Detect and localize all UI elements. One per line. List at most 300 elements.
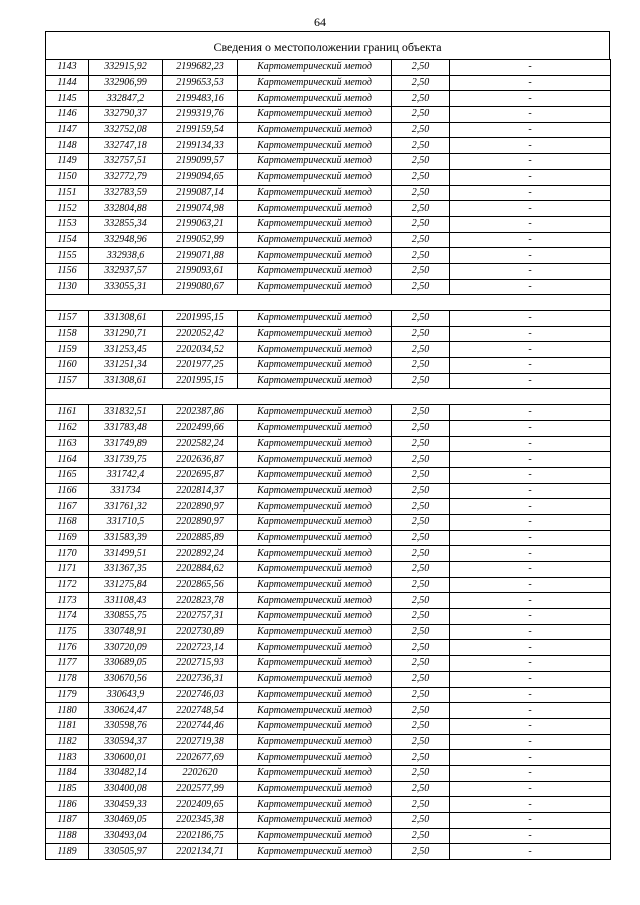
accuracy-cell: 2,50 — [392, 687, 450, 703]
point-number-cell: 1168 — [46, 514, 89, 530]
point-number-cell: 1186 — [46, 797, 89, 813]
coord-x-cell: 333055,31 — [89, 279, 163, 295]
point-number-cell: 1183 — [46, 750, 89, 766]
accuracy-cell: 2,50 — [392, 624, 450, 640]
extra-cell: - — [450, 530, 611, 546]
point-number-cell: 1188 — [46, 828, 89, 844]
table-row — [46, 420, 611, 436]
table-row — [46, 703, 611, 719]
accuracy-cell: 2,50 — [392, 844, 450, 860]
method-cell: Картометрический метод — [238, 91, 392, 107]
coord-x-cell: 331749,89 — [89, 436, 163, 452]
coordinates-table-body — [46, 60, 611, 860]
point-number-cell: 1163 — [46, 436, 89, 452]
extra-cell: - — [450, 828, 611, 844]
accuracy-cell: 2,50 — [392, 373, 450, 389]
table-row — [46, 640, 611, 656]
point-number-cell: 1184 — [46, 765, 89, 781]
accuracy-cell: 2,50 — [392, 765, 450, 781]
coord-y-cell: 2199319,76 — [163, 107, 238, 123]
accuracy-cell: 2,50 — [392, 797, 450, 813]
accuracy-cell: 2,50 — [392, 232, 450, 248]
method-cell: Картометрический метод — [238, 624, 392, 640]
extra-cell: - — [450, 546, 611, 562]
coord-x-cell: 332747,18 — [89, 138, 163, 154]
table-row — [46, 405, 611, 421]
coord-x-cell: 332938,6 — [89, 248, 163, 264]
extra-cell: - — [450, 185, 611, 201]
point-number-cell: 1160 — [46, 358, 89, 374]
method-cell: Картометрический метод — [238, 781, 392, 797]
point-number-cell: 1148 — [46, 138, 89, 154]
table-row — [46, 169, 611, 185]
extra-cell: - — [450, 311, 611, 327]
coord-y-cell: 2202695,87 — [163, 467, 238, 483]
coord-x-cell: 330643,9 — [89, 687, 163, 703]
method-cell: Картометрический метод — [238, 671, 392, 687]
extra-cell: - — [450, 373, 611, 389]
table-row — [46, 656, 611, 672]
accuracy-cell: 2,50 — [392, 781, 450, 797]
coordinates-table — [45, 59, 611, 860]
point-number-cell: 1182 — [46, 734, 89, 750]
method-cell: Картометрический метод — [238, 813, 392, 829]
method-cell: Картометрический метод — [238, 577, 392, 593]
coord-y-cell: 2199063,21 — [163, 216, 238, 232]
extra-cell: - — [450, 765, 611, 781]
point-number-cell: 1144 — [46, 75, 89, 91]
accuracy-cell: 2,50 — [392, 185, 450, 201]
point-number-cell: 1166 — [46, 483, 89, 499]
extra-cell: - — [450, 703, 611, 719]
coord-y-cell: 2202746,03 — [163, 687, 238, 703]
method-cell: Картометрический метод — [238, 546, 392, 562]
point-number-cell: 1180 — [46, 703, 89, 719]
extra-cell: - — [450, 326, 611, 342]
coord-x-cell: 331275,84 — [89, 577, 163, 593]
table-row — [46, 358, 611, 374]
block-separator-row — [46, 389, 611, 405]
accuracy-cell: 2,50 — [392, 640, 450, 656]
table-title: Сведения о местоположении границ объекта — [45, 31, 610, 59]
coord-x-cell: 331308,61 — [89, 373, 163, 389]
coord-y-cell: 2202345,38 — [163, 813, 238, 829]
method-cell: Картометрический метод — [238, 609, 392, 625]
point-number-cell: 1170 — [46, 546, 89, 562]
coord-y-cell: 2199071,88 — [163, 248, 238, 264]
coord-y-cell: 2199134,33 — [163, 138, 238, 154]
accuracy-cell: 2,50 — [392, 358, 450, 374]
coord-x-cell: 330459,33 — [89, 797, 163, 813]
accuracy-cell: 2,50 — [392, 91, 450, 107]
accuracy-cell: 2,50 — [392, 122, 450, 138]
extra-cell: - — [450, 734, 611, 750]
accuracy-cell: 2,50 — [392, 671, 450, 687]
coord-x-cell: 332790,37 — [89, 107, 163, 123]
table-row — [46, 577, 611, 593]
accuracy-cell: 2,50 — [392, 169, 450, 185]
coord-y-cell: 2202814,37 — [163, 483, 238, 499]
point-number-cell: 1159 — [46, 342, 89, 358]
table-row — [46, 107, 611, 123]
coord-x-cell: 331583,39 — [89, 530, 163, 546]
coord-y-cell: 2202582,24 — [163, 436, 238, 452]
table-row — [46, 624, 611, 640]
accuracy-cell: 2,50 — [392, 609, 450, 625]
accuracy-cell: 2,50 — [392, 577, 450, 593]
method-cell: Картометрический метод — [238, 514, 392, 530]
coord-x-cell: 332855,34 — [89, 216, 163, 232]
accuracy-cell: 2,50 — [392, 248, 450, 264]
accuracy-cell: 2,50 — [392, 326, 450, 342]
extra-cell: - — [450, 138, 611, 154]
method-cell: Картометрический метод — [238, 436, 392, 452]
coord-y-cell: 2202677,69 — [163, 750, 238, 766]
point-number-cell: 1176 — [46, 640, 89, 656]
extra-cell: - — [450, 60, 611, 76]
coord-x-cell: 331308,61 — [89, 311, 163, 327]
extra-cell: - — [450, 452, 611, 468]
extra-cell: - — [450, 75, 611, 91]
point-number-cell: 1150 — [46, 169, 89, 185]
accuracy-cell: 2,50 — [392, 75, 450, 91]
accuracy-cell: 2,50 — [392, 483, 450, 499]
block-separator-row — [46, 295, 611, 311]
coord-x-cell: 331734 — [89, 483, 163, 499]
accuracy-cell: 2,50 — [392, 656, 450, 672]
method-cell: Картометрический метод — [238, 703, 392, 719]
extra-cell: - — [450, 154, 611, 170]
accuracy-cell: 2,50 — [392, 279, 450, 295]
coord-y-cell: 2202890,97 — [163, 499, 238, 515]
coord-x-cell: 331832,51 — [89, 405, 163, 421]
coord-y-cell: 2202885,89 — [163, 530, 238, 546]
coord-x-cell: 332783,59 — [89, 185, 163, 201]
extra-cell: - — [450, 687, 611, 703]
coord-y-cell: 2202387,86 — [163, 405, 238, 421]
coord-y-cell: 2202892,24 — [163, 546, 238, 562]
table-row — [46, 813, 611, 829]
coord-x-cell: 331739,75 — [89, 452, 163, 468]
coordinates-table-frame — [45, 31, 610, 860]
method-cell: Картометрический метод — [238, 656, 392, 672]
point-number-cell: 1189 — [46, 844, 89, 860]
accuracy-cell: 2,50 — [392, 828, 450, 844]
method-cell: Картометрический метод — [238, 452, 392, 468]
table-row — [46, 734, 611, 750]
method-cell: Картометрический метод — [238, 797, 392, 813]
extra-cell: - — [450, 562, 611, 578]
method-cell: Картометрический метод — [238, 232, 392, 248]
point-number-cell: 1185 — [46, 781, 89, 797]
accuracy-cell: 2,50 — [392, 311, 450, 327]
point-number-cell: 1156 — [46, 263, 89, 279]
coord-x-cell: 331108,43 — [89, 593, 163, 609]
point-number-cell: 1179 — [46, 687, 89, 703]
method-cell: Картометрический метод — [238, 107, 392, 123]
method-cell: Картометрический метод — [238, 718, 392, 734]
coord-x-cell: 330505,97 — [89, 844, 163, 860]
table-row — [46, 562, 611, 578]
table-row — [46, 499, 611, 515]
table-row — [46, 452, 611, 468]
coord-y-cell: 2199682,23 — [163, 60, 238, 76]
point-number-cell: 1172 — [46, 577, 89, 593]
extra-cell: - — [450, 624, 611, 640]
point-number-cell: 1157 — [46, 311, 89, 327]
table-row — [46, 60, 611, 76]
extra-cell: - — [450, 279, 611, 295]
table-row — [46, 201, 611, 217]
accuracy-cell: 2,50 — [392, 499, 450, 515]
coord-x-cell: 330400,08 — [89, 781, 163, 797]
coord-x-cell: 331761,32 — [89, 499, 163, 515]
coord-y-cell: 2201977,25 — [163, 358, 238, 374]
coord-x-cell: 330598,76 — [89, 718, 163, 734]
point-number-cell: 1151 — [46, 185, 89, 201]
coord-x-cell: 332948,96 — [89, 232, 163, 248]
table-row — [46, 718, 611, 734]
point-number-cell: 1164 — [46, 452, 89, 468]
coord-x-cell: 332906,99 — [89, 75, 163, 91]
table-row — [46, 483, 611, 499]
point-number-cell: 1147 — [46, 122, 89, 138]
accuracy-cell: 2,50 — [392, 562, 450, 578]
table-row — [46, 514, 611, 530]
extra-cell: - — [450, 342, 611, 358]
coord-y-cell: 2202034,52 — [163, 342, 238, 358]
accuracy-cell: 2,50 — [392, 60, 450, 76]
method-cell: Картометрический метод — [238, 122, 392, 138]
coord-x-cell: 330493,04 — [89, 828, 163, 844]
accuracy-cell: 2,50 — [392, 750, 450, 766]
point-number-cell: 1130 — [46, 279, 89, 295]
accuracy-cell: 2,50 — [392, 593, 450, 609]
coord-x-cell: 330748,91 — [89, 624, 163, 640]
accuracy-cell: 2,50 — [392, 405, 450, 421]
method-cell: Картометрический метод — [238, 248, 392, 264]
accuracy-cell: 2,50 — [392, 718, 450, 734]
table-row — [46, 279, 611, 295]
separator-cell — [46, 295, 611, 311]
coord-y-cell: 2202736,31 — [163, 671, 238, 687]
coord-y-cell: 2202884,62 — [163, 562, 238, 578]
table-row — [46, 797, 611, 813]
point-number-cell: 1181 — [46, 718, 89, 734]
accuracy-cell: 2,50 — [392, 514, 450, 530]
point-number-cell: 1145 — [46, 91, 89, 107]
coord-y-cell: 2199093,61 — [163, 263, 238, 279]
coord-y-cell: 2202730,89 — [163, 624, 238, 640]
coord-y-cell: 2202890,97 — [163, 514, 238, 530]
point-number-cell: 1161 — [46, 405, 89, 421]
extra-cell: - — [450, 499, 611, 515]
coord-y-cell: 2199080,67 — [163, 279, 238, 295]
extra-cell: - — [450, 405, 611, 421]
accuracy-cell: 2,50 — [392, 263, 450, 279]
coord-x-cell: 332757,51 — [89, 154, 163, 170]
coord-y-cell: 2202620 — [163, 765, 238, 781]
table-row — [46, 687, 611, 703]
accuracy-cell: 2,50 — [392, 138, 450, 154]
method-cell: Картометрический метод — [238, 483, 392, 499]
coord-x-cell: 332847,2 — [89, 91, 163, 107]
coord-x-cell: 330600,01 — [89, 750, 163, 766]
extra-cell: - — [450, 781, 611, 797]
coord-x-cell: 330855,75 — [89, 609, 163, 625]
extra-cell: - — [450, 640, 611, 656]
coord-x-cell: 331783,48 — [89, 420, 163, 436]
coord-y-cell: 2202577,99 — [163, 781, 238, 797]
coord-y-cell: 2199159,54 — [163, 122, 238, 138]
method-cell: Картометрический метод — [238, 169, 392, 185]
table-row — [46, 138, 611, 154]
coord-x-cell: 330469,05 — [89, 813, 163, 829]
extra-cell: - — [450, 656, 611, 672]
table-row — [46, 263, 611, 279]
extra-cell: - — [450, 122, 611, 138]
point-number-cell: 1175 — [46, 624, 89, 640]
method-cell: Картометрический метод — [238, 640, 392, 656]
accuracy-cell: 2,50 — [392, 452, 450, 468]
coord-y-cell: 2199653,53 — [163, 75, 238, 91]
table-row — [46, 342, 611, 358]
method-cell: Картометрический метод — [238, 828, 392, 844]
method-cell: Картометрический метод — [238, 326, 392, 342]
coord-y-cell: 2202757,31 — [163, 609, 238, 625]
separator-cell — [46, 389, 611, 405]
accuracy-cell: 2,50 — [392, 216, 450, 232]
accuracy-cell: 2,50 — [392, 734, 450, 750]
point-number-cell: 1169 — [46, 530, 89, 546]
extra-cell: - — [450, 593, 611, 609]
method-cell: Картометрический метод — [238, 311, 392, 327]
coord-x-cell: 330670,56 — [89, 671, 163, 687]
coord-x-cell: 332752,08 — [89, 122, 163, 138]
table-row — [46, 546, 611, 562]
extra-cell: - — [450, 718, 611, 734]
coord-x-cell: 332915,92 — [89, 60, 163, 76]
accuracy-cell: 2,50 — [392, 154, 450, 170]
table-row — [46, 467, 611, 483]
method-cell: Картометрический метод — [238, 420, 392, 436]
coord-y-cell: 2199099,57 — [163, 154, 238, 170]
coord-y-cell: 2202636,87 — [163, 452, 238, 468]
point-number-cell: 1178 — [46, 671, 89, 687]
coord-y-cell: 2202715,93 — [163, 656, 238, 672]
point-number-cell: 1165 — [46, 467, 89, 483]
table-row — [46, 326, 611, 342]
method-cell: Картометрический метод — [238, 75, 392, 91]
extra-cell: - — [450, 232, 611, 248]
coord-x-cell: 331499,51 — [89, 546, 163, 562]
point-number-cell: 1146 — [46, 107, 89, 123]
method-cell: Картометрический метод — [238, 499, 392, 515]
coord-x-cell: 331710,5 — [89, 514, 163, 530]
extra-cell: - — [450, 91, 611, 107]
coord-x-cell: 331367,35 — [89, 562, 163, 578]
extra-cell: - — [450, 750, 611, 766]
method-cell: Картометрический метод — [238, 593, 392, 609]
extra-cell: - — [450, 483, 611, 499]
method-cell: Картометрический метод — [238, 154, 392, 170]
coord-y-cell: 2201995,15 — [163, 311, 238, 327]
point-number-cell: 1154 — [46, 232, 89, 248]
table-row — [46, 185, 611, 201]
coord-y-cell: 2199094,65 — [163, 169, 238, 185]
coord-y-cell: 2199052,99 — [163, 232, 238, 248]
table-row — [46, 765, 611, 781]
coord-y-cell: 2202409,65 — [163, 797, 238, 813]
table-row — [46, 248, 611, 264]
point-number-cell: 1177 — [46, 656, 89, 672]
coord-y-cell: 2199483,16 — [163, 91, 238, 107]
coord-y-cell: 2202134,71 — [163, 844, 238, 860]
method-cell: Картометрический метод — [238, 467, 392, 483]
accuracy-cell: 2,50 — [392, 546, 450, 562]
point-number-cell: 1173 — [46, 593, 89, 609]
method-cell: Картометрический метод — [238, 765, 392, 781]
point-number-cell: 1155 — [46, 248, 89, 264]
coord-y-cell: 2202052,42 — [163, 326, 238, 342]
point-number-cell: 1171 — [46, 562, 89, 578]
point-number-cell: 1167 — [46, 499, 89, 515]
method-cell: Картометрический метод — [238, 750, 392, 766]
point-number-cell: 1162 — [46, 420, 89, 436]
extra-cell: - — [450, 358, 611, 374]
method-cell: Картометрический метод — [238, 358, 392, 374]
extra-cell: - — [450, 263, 611, 279]
coord-x-cell: 331290,71 — [89, 326, 163, 342]
coord-y-cell: 2202719,38 — [163, 734, 238, 750]
table-row — [46, 530, 611, 546]
method-cell: Картометрический метод — [238, 263, 392, 279]
extra-cell: - — [450, 420, 611, 436]
point-number-cell: 1158 — [46, 326, 89, 342]
point-number-cell: 1153 — [46, 216, 89, 232]
table-row — [46, 844, 611, 860]
coord-x-cell: 331742,4 — [89, 467, 163, 483]
accuracy-cell: 2,50 — [392, 530, 450, 546]
extra-cell: - — [450, 201, 611, 217]
point-number-cell: 1187 — [46, 813, 89, 829]
extra-cell: - — [450, 216, 611, 232]
method-cell: Картометрический метод — [238, 201, 392, 217]
extra-cell: - — [450, 467, 611, 483]
table-row — [46, 750, 611, 766]
accuracy-cell: 2,50 — [392, 342, 450, 358]
coord-y-cell: 2202744,46 — [163, 718, 238, 734]
table-row — [46, 311, 611, 327]
coord-y-cell: 2199087,14 — [163, 185, 238, 201]
coord-x-cell: 331251,34 — [89, 358, 163, 374]
table-row — [46, 828, 611, 844]
table-row — [46, 122, 611, 138]
point-number-cell: 1149 — [46, 154, 89, 170]
extra-cell: - — [450, 609, 611, 625]
method-cell: Картометрический метод — [238, 687, 392, 703]
accuracy-cell: 2,50 — [392, 107, 450, 123]
method-cell: Картометрический метод — [238, 373, 392, 389]
table-row — [46, 436, 611, 452]
table-row — [46, 232, 611, 248]
extra-cell: - — [450, 514, 611, 530]
method-cell: Картометрический метод — [238, 216, 392, 232]
page-number: 64 — [314, 15, 326, 29]
accuracy-cell: 2,50 — [392, 436, 450, 452]
extra-cell: - — [450, 813, 611, 829]
method-cell: Картометрический метод — [238, 185, 392, 201]
